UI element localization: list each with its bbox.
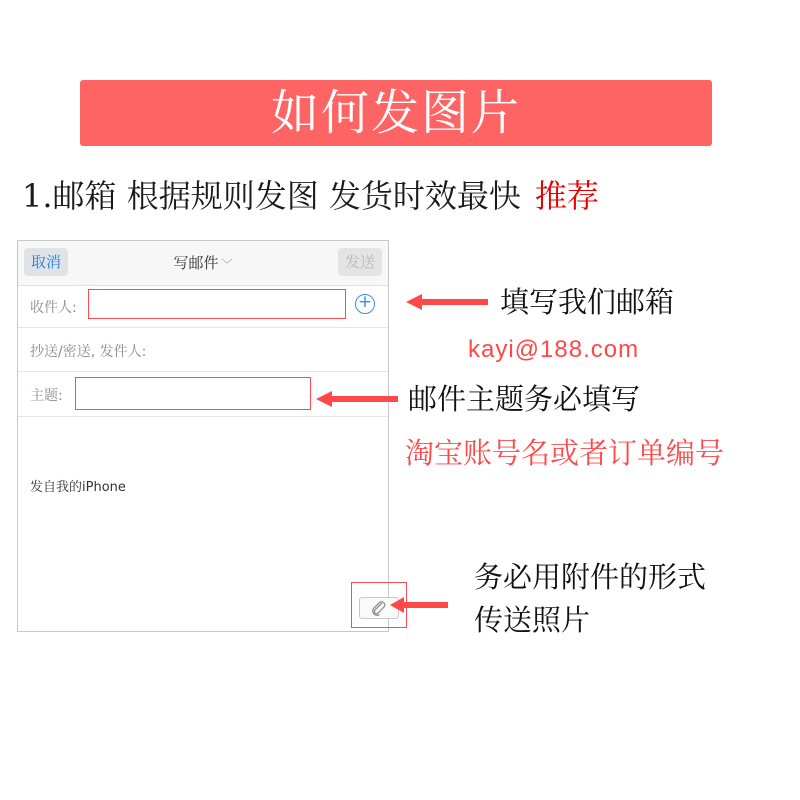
- compose-title-text: 写邮件: [173, 254, 219, 272]
- cc-row[interactable]: [18, 328, 388, 372]
- paperclip-icon: [370, 600, 388, 616]
- subject-input[interactable]: [75, 377, 311, 410]
- mail-compose-screen: [17, 240, 389, 632]
- compose-title[interactable]: [18, 241, 388, 287]
- step-heading: [22, 174, 599, 218]
- attachment-note-line2: 传送照片: [474, 603, 591, 637]
- to-label: 收件人:: [30, 300, 77, 316]
- attachment-note-line1: 务必用附件的形式: [474, 560, 707, 594]
- contact-email: kayi@188.com: [468, 336, 640, 363]
- send-button[interactable]: 发送: [338, 248, 382, 276]
- subject-label: 主题:: [30, 388, 63, 404]
- arrow-to-subject-icon: [316, 390, 398, 408]
- title-banner: [80, 80, 712, 146]
- arrow-to-email-icon: [406, 293, 488, 311]
- cancel-button[interactable]: 取消: [24, 248, 68, 276]
- add-recipient-icon[interactable]: +: [355, 294, 375, 314]
- arrow-to-attachment-icon: [390, 596, 448, 614]
- cc-label: 抄送/密送, 发件人:: [30, 344, 147, 360]
- fill-email-note: 填写我们邮箱: [500, 285, 675, 319]
- recommend-label: 推荐: [534, 177, 599, 215]
- subject-hint-note: 淘宝账号名或者订单编号: [405, 436, 725, 470]
- to-input[interactable]: [88, 289, 346, 319]
- chevron-down-icon: ﹀: [221, 258, 233, 271]
- email-signature[interactable]: 发自我的iPhone: [30, 480, 126, 495]
- banner-title: 如何发图片: [270, 85, 521, 141]
- step-text: 1.邮箱 根据规则发图 发货时效最快: [22, 177, 521, 215]
- subject-required-note: 邮件主题务必填写: [408, 382, 641, 416]
- compose-nav-bar: [18, 241, 388, 286]
